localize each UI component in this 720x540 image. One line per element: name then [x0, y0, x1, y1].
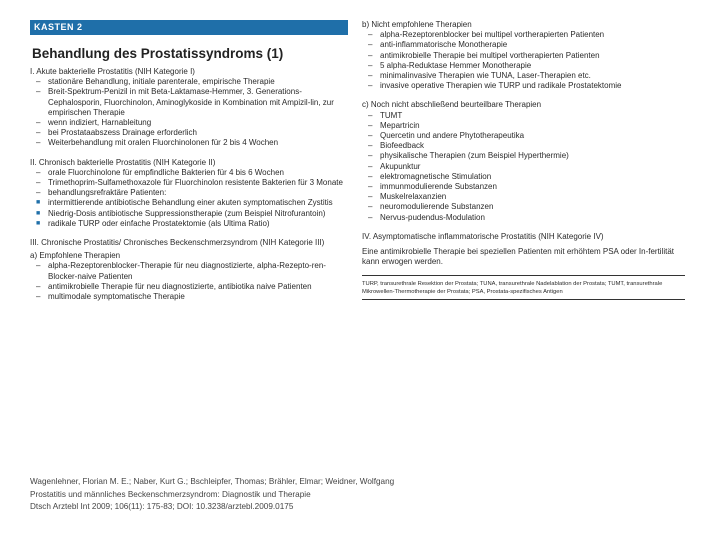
dash-marker: – [368, 120, 373, 130]
dash-marker: – [36, 281, 41, 291]
citation-authors: Wagenlehner, Florian M. E.; Naber, Kurt G.; Bschleipfer, Thomas; Brähler, Elmar; Weidner, Wolfgang [30, 477, 395, 486]
square-bullet-icon: ■ [36, 209, 41, 217]
list-item-text: Weiterbehandlung mit oralen Fluorchinolonen für 2 bis 4 Wochen [48, 138, 279, 148]
info-box [30, 20, 685, 465]
list-item [362, 51, 685, 61]
list-item-text: Akupunktur [380, 161, 421, 171]
list-item [362, 151, 685, 161]
dash-marker: – [368, 202, 373, 212]
list-item-text: radikale TURP oder einfache Prostatektomie (als Ultima Ratio) [48, 218, 270, 228]
list-item-text: Niedrig-Dosis antibiotische Suppressionstherapie (zum Beispiel Nitrofurantoin) [48, 208, 326, 218]
list-item-text: wenn indiziert, Harnableitung [48, 118, 152, 128]
list-item-text: antimikrobielle Therapie für neu diagnostizierte, antibiotika naive Patienten [48, 281, 312, 291]
dash-marker: – [368, 161, 373, 171]
dash-marker: – [368, 131, 373, 141]
list-item-text: alpha-Rezeptorenblocker-Therapie für neu diagnostizierte, alpha-Rezepto-ren-Blocker-naive Patienten [48, 261, 326, 281]
left-sections [30, 67, 348, 302]
dash-marker: – [368, 192, 373, 202]
list-item-text: neuromodulierende Substanzen [380, 202, 494, 212]
list-item [30, 219, 348, 229]
list-item-text: multimodale symptomatische Therapie [48, 292, 185, 302]
list-item [362, 111, 685, 121]
dash-marker: – [368, 71, 373, 81]
dash-marker: – [368, 81, 373, 91]
dash-marker: – [36, 167, 41, 177]
list-item-text: Breit-Spektrum-Penizil in mit Beta-Laktamase-Hemmer, 3. Generations-Cephalosporin, Fluorchinolon, Aminoglykoside in Kombination mit Ampizil-lin, zur empirischen Therapie [48, 87, 334, 117]
list-item-text: anti-inflammatorische Monotherapie [380, 40, 508, 50]
list-item [362, 202, 685, 212]
list-item [362, 182, 685, 192]
section-heading: III. Chronische Prostatitis/ Chronisches Beckenschmerzsyndrom (NIH Kategorie III) [30, 238, 325, 248]
footnote-rule [362, 275, 685, 276]
list-item [362, 141, 685, 151]
list-item [30, 128, 348, 138]
section [30, 238, 348, 302]
list-item [30, 209, 348, 219]
list-item [30, 198, 348, 208]
citation [30, 476, 394, 514]
dash-marker: – [36, 188, 41, 198]
list-item [362, 172, 685, 182]
list-item-text: 5 alpha-Reduktase Hemmer Monotherapie [380, 60, 532, 70]
list-item [362, 162, 685, 172]
section-heading: c) Noch nicht abschließend beurteilbare Therapien [362, 100, 542, 110]
square-bullet-icon: ■ [36, 219, 41, 227]
dash-marker: – [36, 77, 41, 87]
section [30, 67, 348, 149]
list-item [30, 168, 348, 178]
list-item [362, 81, 685, 91]
list-item-text: behandlungsrefraktäre Patienten: [48, 188, 167, 198]
dash-marker: – [368, 151, 373, 161]
list-item [30, 178, 348, 188]
dash-marker: – [368, 182, 373, 192]
section-paragraph: Eine antimikrobielle Therapie bei speziellen Patienten mit erhöhtem PSA oder In-fertilität kann erwogen werden. [362, 247, 675, 267]
list-item-text: physikalische Therapien (zum Beispiel Hyperthermie) [380, 151, 569, 161]
list-item [30, 138, 348, 148]
dash-marker: – [368, 40, 373, 50]
list-item-text: elektromagnetische Stimulation [380, 171, 492, 181]
section [362, 100, 685, 222]
section-heading: IV. Asymptomatische inflammatorische Prostatitis (NIH Kategorie IV) [362, 231, 604, 241]
dash-marker: – [368, 212, 373, 222]
dash-marker: – [36, 178, 41, 188]
dash-marker: – [36, 292, 41, 302]
dash-marker: – [368, 171, 373, 181]
list-item-text: Mepartricin [380, 120, 420, 130]
list-item-text: Nervus-pudendus-Modulation [380, 212, 485, 222]
dash-marker: – [36, 128, 41, 138]
dash-marker: – [36, 261, 41, 271]
section [30, 158, 348, 229]
list-item-text: intermittierende antibiotische Behandlung einer akuten symptomatischen Zystitis [48, 198, 333, 208]
list-item-text: immunmodulierende Substanzen [380, 182, 497, 192]
list-item [362, 71, 685, 81]
dash-marker: – [36, 138, 41, 148]
dash-marker: – [36, 118, 41, 128]
list-item-text: Muskelrelaxanzien [380, 192, 447, 202]
abbreviation-footnote: TURP, transurethrale Resektion der Prostata; TUNA, transurethrale Nadelablation der Prostata; TUMT, transurethrale Mikrowellen-Thermotherapie der Prostata; PSA, Prostata-spezifisches Antigen [362, 281, 685, 300]
list-item [362, 61, 685, 71]
list-item [362, 121, 685, 131]
left-column [30, 20, 348, 302]
list-item-text: invasive operative Therapien wie TURP und radikale Prostatektomie [380, 81, 622, 91]
section-heading: I. Akute bakterielle Prostatitis (NIH Kategorie I) [30, 67, 195, 76]
list-item-text: Biofeedback [380, 141, 425, 151]
dash-marker: – [368, 50, 373, 60]
list-item [30, 282, 348, 292]
list-item-text: orale Fluorchinolone für empfindliche Bakterien für 4 bis 6 Wochen [48, 167, 284, 177]
dash-marker: – [368, 141, 373, 151]
list-item [30, 118, 348, 128]
list-item [362, 213, 685, 223]
square-bullet-icon: ■ [36, 199, 41, 207]
list-item [362, 40, 685, 50]
list-item [30, 188, 348, 198]
dash-marker: – [36, 87, 41, 97]
section-subheading: a) Empfohlene Therapien [30, 251, 121, 261]
list-item [362, 30, 685, 40]
list-item-text: bei Prostataabszess Drainage erforderlich [48, 128, 197, 138]
right-sections [362, 20, 685, 267]
section [362, 20, 685, 91]
list-item [30, 77, 348, 87]
citation-title: Prostatitis und männliches Beckenschmerzsyndrom: Diagnostik und Therapie [30, 489, 311, 499]
list-item-text: TUMT [380, 110, 403, 120]
list-item-text: alpha-Rezeptorenblocker bei multipel vortherapierten Patienten [380, 30, 605, 40]
list-item [362, 192, 685, 202]
dash-marker: – [368, 60, 373, 70]
right-column [362, 20, 685, 300]
list-item-text: Trimethoprim-Sulfamethoxazole für Fluorchinolon resistente Bakterien für 3 Monate [48, 178, 343, 188]
list-item-text: stationäre Behandlung, initiale parenterale, empirische Therapie [48, 77, 275, 87]
dash-marker: – [368, 30, 373, 40]
dash-marker: – [368, 110, 373, 120]
list-item [362, 131, 685, 141]
list-item [30, 261, 348, 281]
list-item-text: Quercetin und andere Phytotherapeutika [380, 131, 525, 141]
citation-source: Dtsch Arztebl Int 2009; 106(11): 175-83; DOI: 10.3238/arztebl.2009.0175 [30, 502, 294, 511]
list-item [30, 87, 348, 118]
section [362, 232, 685, 268]
list-item [30, 292, 348, 302]
section-heading: II. Chronisch bakterielle Prostatitis (NIH Kategorie II) [30, 157, 216, 167]
section-heading: b) Nicht empfohlene Therapien [362, 20, 472, 29]
box-label: KASTEN 2 [30, 20, 348, 35]
list-item-text: minimalinvasive Therapien wie TUNA, Laser-Therapien etc. [380, 71, 591, 81]
list-item-text: antimikrobielle Therapie bei multipel vortherapierten Patienten [380, 50, 600, 60]
box-title: Behandlung des Prostatissyndroms (1) [32, 46, 284, 61]
